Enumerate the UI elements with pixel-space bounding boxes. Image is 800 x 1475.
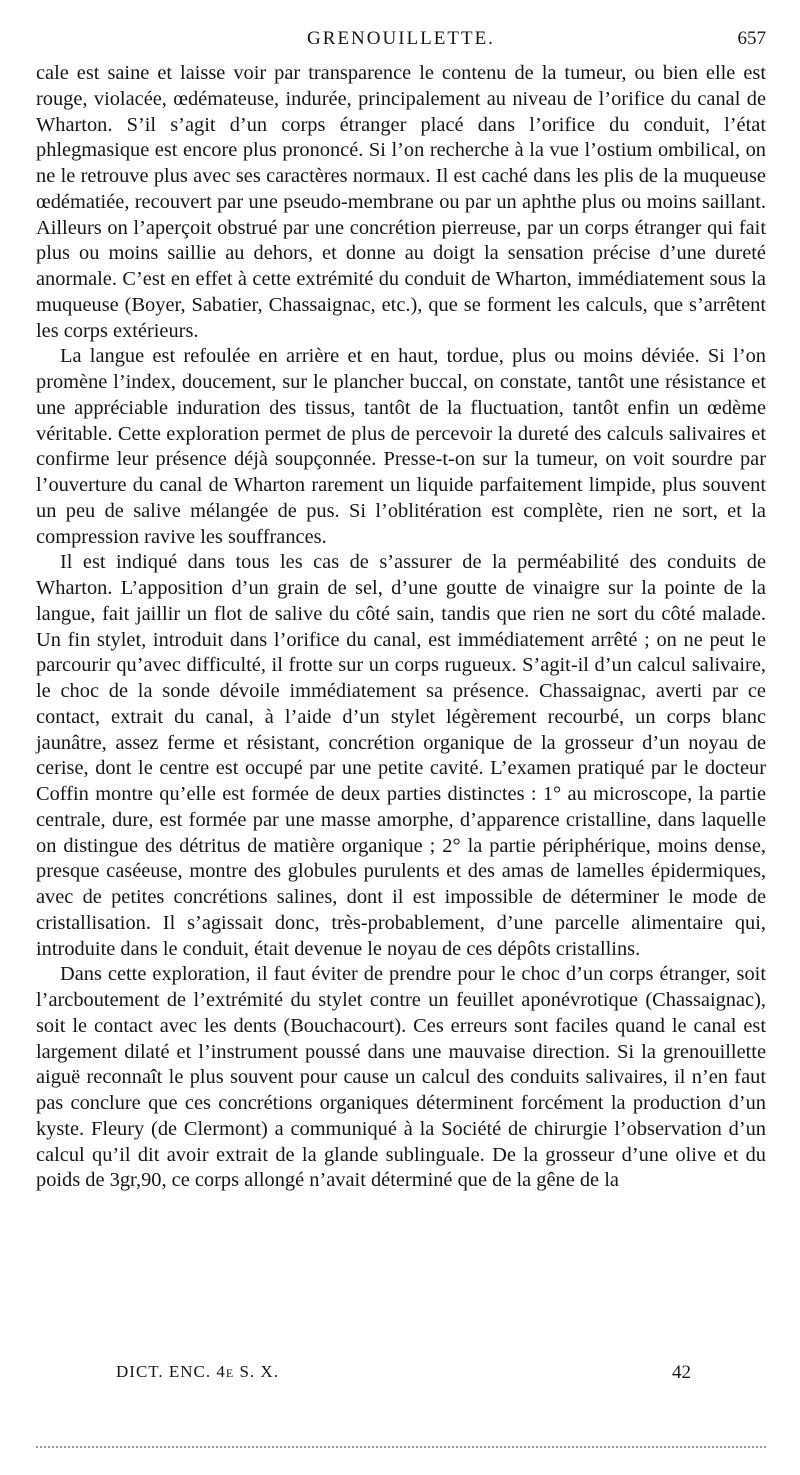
signature-number: 42	[672, 1362, 691, 1383]
page-number: 657	[737, 28, 766, 49]
paragraph-2: La langue est refoulée en arrière et en haut, tordue, plus ou moins déviée. Si l’on promène l’index, doucement, sur le plancher buccal, on constate, tantôt une résistance et une appréciable induration des tissus, tantôt de la fluctuation, tantôt enfin un œdème véritable. Cette exploration permet de plus de percevoir la dureté des calculs salivaires et confirme leur présence déjà soupçonnée. Presse-t-on sur la tumeur, on voit sourdre par l’ouverture du canal de Wharton rarement un liquide parfaitement limpide, plus souvent un peu de salive mélangée de pus. Si l’oblitération est complète, rien ne sort, et la compression ravive les souffrances.	[36, 345, 766, 548]
signature-mark: DICT. ENC. 4e S. X.	[116, 1362, 279, 1381]
body-text	[36, 61, 766, 1194]
paragraph-1: cale est saine et laisse voir par transparence le contenu de la tumeur, ou bien elle est rouge, violacée, œdémateuse, indurée, principalement au niveau de l’orifice du canal de Wharton. S’il s’agit d’un corps étranger placé dans l’orifice du conduit, l’état phlegmasique est encore plus prononcé. Si l’on recherche à la vue l’ostium ombilical, on ne le retrouve plus avec ses caractères normaux. Il est caché dans les plis de la muqueuse œdématiée, recouvert par une pseudo-membrane ou par un aphthe plus ou moins saillant. Ailleurs on l’aperçoit obstrué par une concrétion pierreuse, par un corps étranger qui fait plus ou moins saillie au dehors, et donne au doigt la sensation précise d’une dureté anormale. C’est en effet à cette extrémité du conduit de Wharton, immédiatement sous la muqueuse (Boyer, Sabatier, Chassaignac, etc.), que se forment les calculs, que s’arrêtent les corps extérieurs.	[36, 62, 766, 342]
page-footer	[36, 1362, 766, 1386]
bottom-dotted-rule	[36, 1446, 766, 1448]
running-title: GRENOUILLETTE.	[307, 28, 495, 49]
running-header	[36, 28, 766, 52]
paragraph-4: Dans cette exploration, il faut éviter de prendre pour le choc d’un corps étranger, soit l’arcboutement de l’extrémité du stylet contre un feuillet aponévrotique (Chassaignac), soit le contact avec les dents (Bouchacourt). Ces erreurs sont faciles quand le canal est largement dilaté et l’instrument poussé dans une mauvaise direction. Si la grenouillette aiguë reconnaît le plus souvent pour cause un calcul des conduits salivaires, il n’en faut pas conclure que ces concrétions organiques déterminent forcément la production d’un kyste. Fleury (de Clermont) a communiqué à la Société de chirurgie l’observation d’un calcul qu’il dit avoir extrait de la glande sublinguale. De la grosseur d’une olive et du poids de 3gr,90, ce corps allongé n’avait déterminé que de la gêne de la	[36, 963, 766, 1192]
paragraph-3: Il est indiqué dans tous les cas de s’assurer de la perméabilité des conduits de Wharton. L’apposition d’un grain de sel, d’une goutte de vinaigre sur la pointe de la langue, fait jaillir un flot de salive du côté sain, tandis que rien ne sort du côté malade. Un fin stylet, introduit dans l’orifice du canal, est immédiatement arrêté ; on ne peut le parcourir qu’avec difficulté, il frotte sur un corps rugueux. S’agit-il d’un calcul salivaire, le choc de la sonde dévoile immédiatement sa présence. Chassaignac, averti par ce contact, extrait du canal, à l’aide d’un stylet légèrement recourbé, un corps blanc jaunâtre, assez ferme et résistant, concrétion organique de la grosseur d’un noyau de cerise, dont le centre est occupé par une petite cavité. L’examen pratiqué par le docteur Coffin montre qu’elle est formée de deux parties distinctes : 1° au microscope, la partie centrale, dure, est formée par une masse amorphe, d’apparence cristalline, dans laquelle on distingue des détritus de matière organique ; 2° la partie périphérique, moins dense, presque caséeuse, montre des globules purulents et des amas de lamelles épidermiques, avec de petites concrétions salines, dont il est impossible de déterminer le mode de cristallisation. Il s’agissait donc, très-probablement, d’une parcelle alimentaire qui, introduite dans le conduit, était devenue le noyau de ces dépôts cristallins.	[36, 551, 766, 960]
